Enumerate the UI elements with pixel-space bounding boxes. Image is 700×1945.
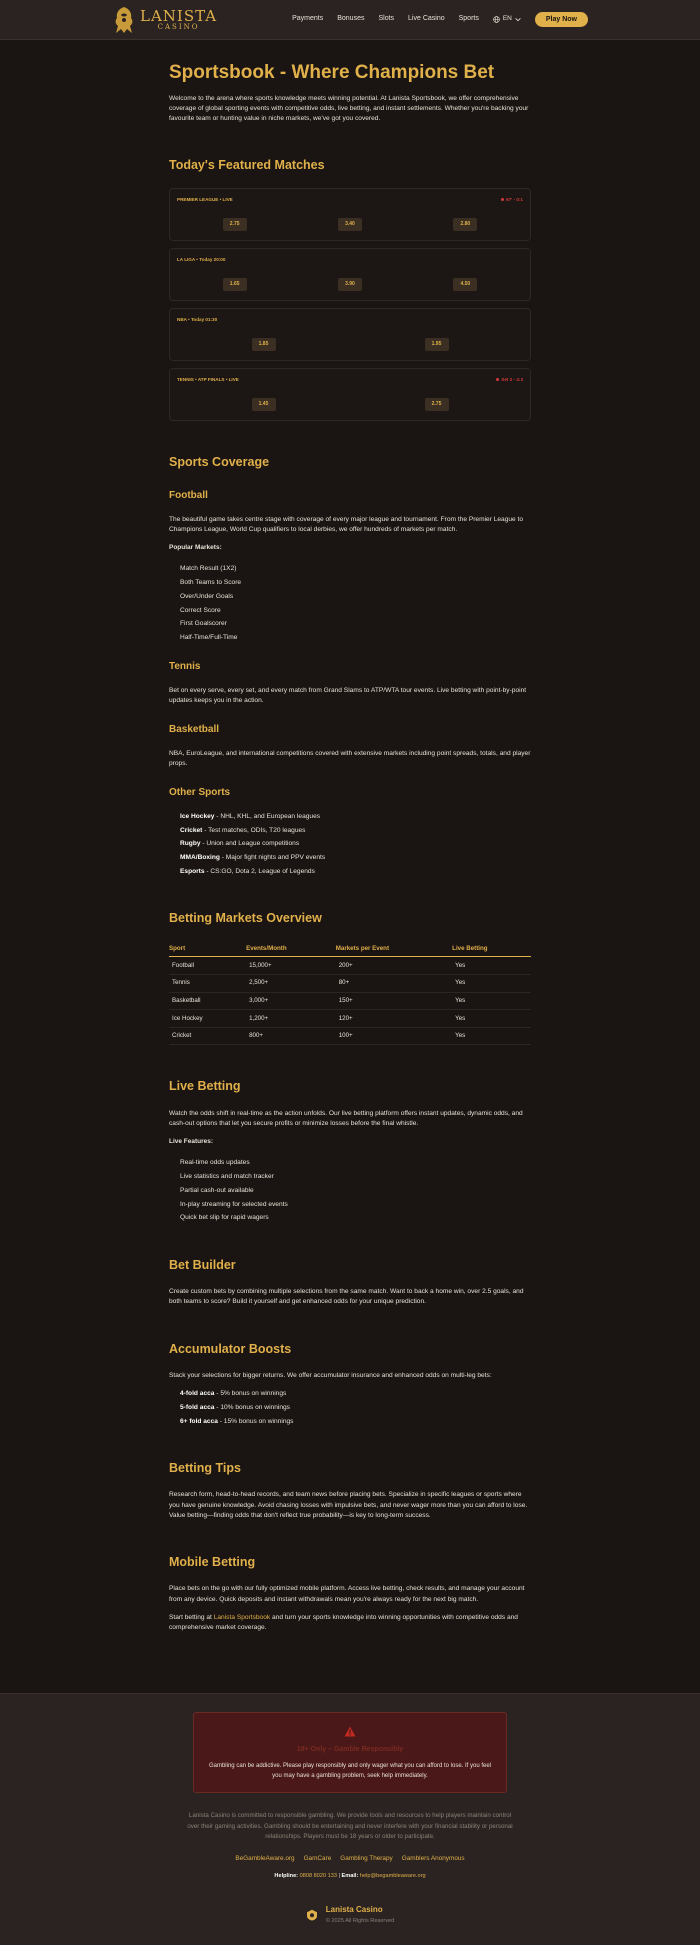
language-selector[interactable] [493, 14, 521, 24]
table-header: Events/Month [246, 941, 336, 957]
list-item: In-play streaming for selected events [180, 1200, 288, 1208]
list-item: Over/Under Goals [180, 592, 234, 600]
live-dot-icon [496, 378, 499, 381]
table-header: Sport [169, 941, 246, 957]
table-row: Football 15,000+ 200+ Yes [169, 957, 531, 975]
responsible-gambling-text: Lanista Casino is committed to responsible gambling. We provide tools and resources to help players maintain control over their gaming activities. Gambling should be entertaining and never interfere with your financial stability or personal relationships. Players must be 18 years or older to participate. [187, 1812, 513, 1841]
live-dot-icon [501, 198, 504, 201]
mobile-cta: Start betting at Lanista Sportsbook and turn your sports knowledge into winning opportunities with competitive odds and comprehensive market coverage. [169, 1613, 518, 1632]
teams-row [177, 269, 523, 276]
table-row: Basketball 3,000+ 150+ Yes [169, 992, 531, 1010]
page-title: Sportsbook - Where Champions Bet [169, 62, 495, 83]
list-item: Real-time odds updates [180, 1159, 250, 1167]
logo-name: LANISTA [140, 6, 218, 25]
list-item: Cricket - Test matches, ODIs, T20 leagues [180, 826, 306, 834]
nav-bonuses[interactable]: Bonuses [337, 15, 365, 23]
match-league: LA LIGA • Today 20:00 [177, 256, 226, 262]
list-item: Partial cash-out available [180, 1186, 254, 1194]
intro-text: Welcome to the arena where sports knowledge meets winning potential. At Lanista Sportsbook, we offer comprehensive coverage of global sporting events with competitive odds, live betting, and instant settlements. Whether you're backing your favourite team or hunting value in niche markets, we've got you covered. [169, 94, 529, 123]
nav-payments[interactable]: Payments [292, 15, 324, 23]
other-sports-title: Other Sports [169, 787, 231, 799]
help-email[interactable]: help@begambleaware.org [359, 1872, 426, 1879]
site-header [0, 0, 700, 40]
link-gamcare[interactable]: GamCare [303, 1854, 332, 1862]
live-features-list [169, 1158, 531, 1223]
list-item: Rugby - Union and League competitions [180, 840, 300, 848]
odds-button[interactable]: 1.65 [223, 278, 247, 291]
odds-button[interactable]: 3.90 [338, 278, 362, 291]
acca-list [169, 1389, 531, 1427]
language-label: EN [502, 15, 512, 23]
list-item: MMA/Boxing - Major fight nights and PPV events [180, 854, 326, 862]
site-footer [0, 1693, 700, 1945]
acca-text: Stack your selections for bigger returns. We offer accumulator insurance and enhanced odds on multi-leg bets: [169, 1371, 492, 1379]
globe-icon [493, 16, 500, 23]
nav-live-casino[interactable]: Live Casino [408, 15, 445, 23]
football-title: Football [169, 490, 208, 502]
odds-button[interactable]: 4.50 [453, 278, 477, 291]
logo[interactable] [112, 5, 217, 35]
list-item: 4-fold acca - 5% bonus on winnings [180, 1390, 287, 1398]
list-item: Correct Score [180, 606, 221, 614]
markets-table [169, 941, 531, 1046]
live-score-text: 67' - 0:1 [506, 196, 523, 202]
list-item: Both Teams to Score [180, 579, 242, 587]
live-score [496, 376, 523, 383]
football-text: The beautiful game takes centre stage with coverage of every major league and tournament. From the Premier League to Champions League, World Cup qualifiers to local derbies, we offer hundreds of markets per match. [169, 515, 524, 533]
help-links [0, 1854, 700, 1864]
table-row: Tennis 2,500+ 80+ Yes [169, 974, 531, 992]
live-betting-text: Watch the odds shift in real-time as the action unfolds. Our live betting platform offers instant updates, dynamic odds, and cash-out options that let you secure profits or minimize losses before the final whistle. [169, 1109, 523, 1127]
match-card [169, 248, 531, 301]
match-card [169, 308, 531, 361]
link-begambleaware[interactable]: BeGambleAware.org [235, 1854, 295, 1862]
list-item: First Goalscorer [180, 620, 227, 628]
responsible-gambling-warning [193, 1712, 507, 1793]
teams-row [177, 329, 523, 336]
coverage-title: Sports Coverage [169, 454, 270, 469]
main-nav [292, 12, 588, 27]
odds-button[interactable]: 1.95 [425, 338, 449, 351]
basketball-title: Basketball [169, 724, 220, 736]
list-item: Match Result (1X2) [180, 565, 237, 573]
mobile-text: Place bets on the go with our fully optimized mobile platform. Access live betting, check results, and manage your account from any device. Quick deposits and instant withdrawals mean you're always ready for the next big match. [169, 1585, 525, 1603]
live-score-text: Set 2 - 4:3 [501, 376, 523, 382]
markets-title: Betting Markets Overview [169, 911, 322, 926]
lion-crest-icon [112, 5, 136, 35]
live-score [501, 196, 523, 203]
footer-brand-name: Lanista Casino [325, 1905, 383, 1915]
tips-title: Betting Tips [169, 1460, 241, 1475]
match-card [169, 368, 531, 421]
live-features-label: Live Features: [169, 1138, 214, 1146]
list-item: Esports - CS:GO, Dota 2, League of Legends [180, 868, 315, 876]
table-header: Markets per Event [336, 941, 452, 957]
table-row: Cricket 800+ 100+ Yes [169, 1027, 531, 1045]
link-gambling-therapy[interactable]: Gambling Therapy [340, 1854, 393, 1862]
tennis-text: Bet on every serve, every set, and every match from Grand Slams to ATP/WTA tour events. Live betting with point-by-point updates keeps you in the action. [169, 686, 527, 705]
list-item: Quick bet slip for rapid wagers [180, 1214, 269, 1222]
tennis-title: Tennis [169, 661, 201, 673]
popular-markets-label: Popular Markets: [169, 544, 222, 552]
match-card [169, 188, 531, 241]
logo-sub: CASINO [157, 22, 200, 31]
mobile-title: Mobile Betting [169, 1554, 256, 1569]
odds-button[interactable]: 2.80 [453, 218, 477, 231]
bet-builder-title: Bet Builder [169, 1257, 236, 1272]
play-now-button[interactable]: Play Now [535, 12, 588, 27]
other-sports-list [169, 812, 531, 877]
nav-sports[interactable]: Sports [458, 15, 479, 23]
basketball-text: NBA, EuroLeague, and international competitions covered with extensive markets including point spreads, totals, and player props. [169, 749, 531, 768]
warning-text: Gambling can be addictive. Please play responsibly and only wager what you can afford to lose. If you feel you may have a gambling problem, seek help immediately. [208, 1763, 492, 1779]
popular-markets-list [169, 564, 531, 643]
table-header: Live Betting [452, 941, 531, 957]
list-item: Half-Time/Full-Time [180, 634, 238, 642]
footer-brand [0, 1904, 700, 1925]
sportsbook-link[interactable]: Lanista Sportsbook [213, 1613, 271, 1621]
link-gamblers-anonymous[interactable]: Gamblers Anonymous [401, 1854, 465, 1862]
odds-button[interactable]: 3.40 [338, 218, 362, 231]
lion-crest-icon [306, 1909, 318, 1921]
match-league: PREMIER LEAGUE • LIVE [177, 196, 233, 202]
table-row: Ice Hockey 1,200+ 120+ Yes [169, 1010, 531, 1028]
odds-button[interactable]: 1.85 [252, 338, 276, 351]
bet-builder-text: Create custom bets by combining multiple selections from the same match. Want to back a home win, over 2.5 goals, and both teams to score? Build it yourself and get enhanced odds for your unique prediction. [169, 1288, 524, 1306]
odds-button[interactable]: 1.45 [252, 398, 276, 411]
teams-row [177, 209, 523, 216]
warning-title: 18+ Only – Gamble Responsibly [296, 1746, 404, 1754]
warning-icon [344, 1726, 356, 1737]
chevron-down-icon [515, 17, 521, 22]
helpline: Helpline: 0808 8020 133 | Email: help@begambleaware.org [274, 1872, 426, 1879]
list-item: 6+ fold acca - 15% bonus on winnings [180, 1417, 294, 1425]
odds-button[interactable]: 2.75 [223, 218, 247, 231]
teams-row [177, 389, 523, 396]
live-betting-title: Live Betting [169, 1079, 241, 1094]
main-content [169, 40, 531, 1633]
match-league: NBA • Today 01:30 [177, 316, 218, 322]
nav-slots[interactable]: Slots [378, 15, 395, 23]
copyright: © 2025 All Rights Reserved [325, 1917, 395, 1924]
list-item: 5-fold acca - 10% bonus on winnings [180, 1403, 290, 1411]
odds-button[interactable]: 2.75 [425, 398, 449, 411]
tips-text: Research form, head-to-head records, and team news before placing bets. Specialize in specific leagues or sports where you have genuine knowledge. Avoid chasing losses with impulsive bets, and never wager more than you can afford to lose. Value betting—finding odds that don't reflect true probability—is key to long-term success. [169, 1491, 528, 1519]
list-item: Ice Hockey - NHL, KHL, and European leagues [180, 812, 321, 820]
list-item: Live statistics and match tracker [180, 1173, 274, 1181]
acca-title: Accumulator Boosts [169, 1341, 292, 1356]
featured-title: Today's Featured Matches [169, 158, 325, 173]
match-league: TENNIS • ATP FINALS • LIVE [177, 376, 239, 382]
helpline-number[interactable]: 0808 8020 133 [299, 1872, 337, 1879]
